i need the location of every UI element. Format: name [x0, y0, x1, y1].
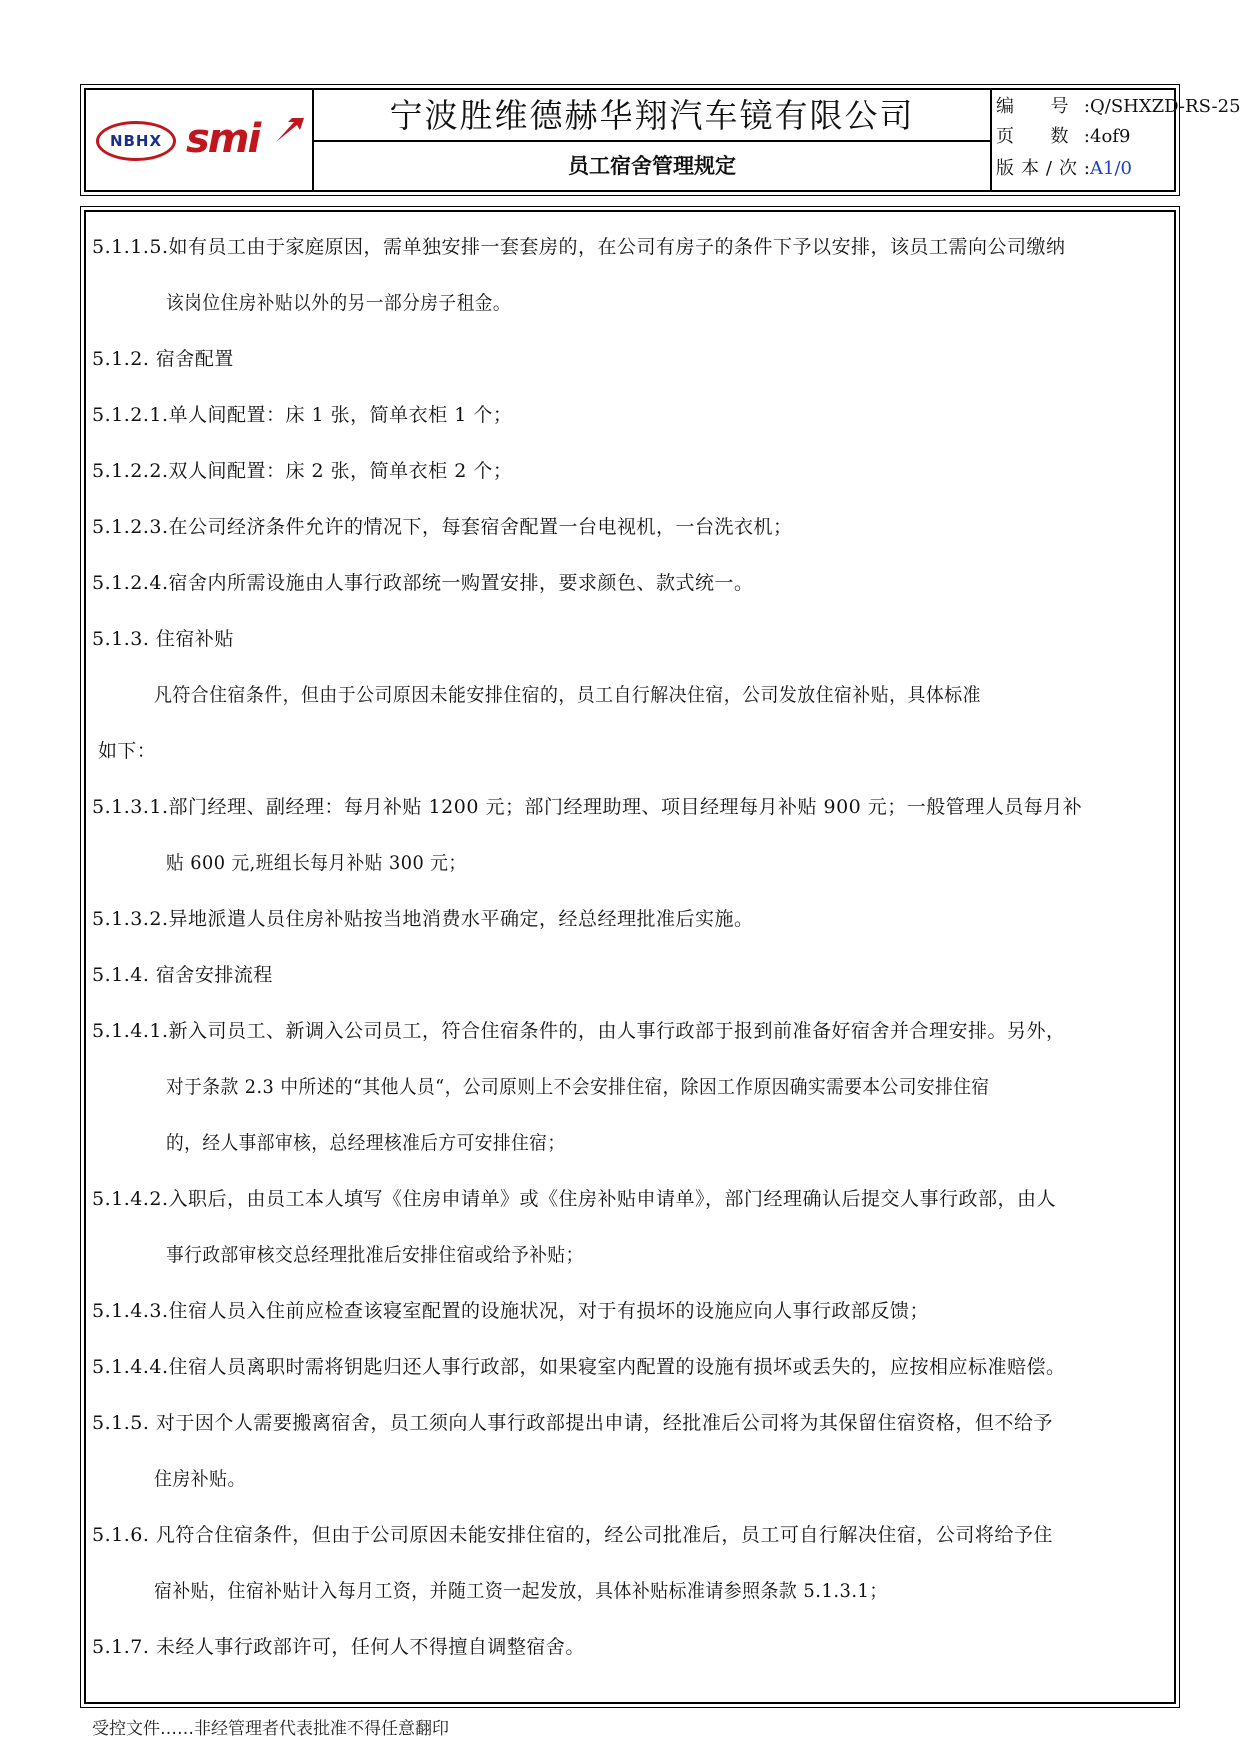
document-title: 员工宿舍管理规定: [568, 154, 736, 178]
meta-label: 编 号:: [996, 96, 1090, 117]
clause-5-1-5: 5.1.5. 对于因个人需要搬离宿舍，员工须向人事行政部提出申请，经批准后公司将为其保留住宿资格，但不给予: [92, 1412, 1053, 1434]
clause-5-1-4-3: 5.1.4.3.住宿人员入住前应检查该寝室配置的设施状况，对于有损坏的设施应向人事行政部反馈；: [92, 1300, 930, 1322]
clause-5-1-4-4: 5.1.4.4.住宿人员离职时需将钥匙归还人事行政部，如果寝室内配置的设施有损坏或丢失的，应按相应标准赔偿。: [92, 1356, 1066, 1378]
clause-5-1-4-2: 5.1.4.2.入职后，由员工本人填写《住房申请单》或《住房补贴申请单》，部门经理确认后提交人事行政部，由人: [92, 1188, 1057, 1210]
clause-continuation: 如下：: [98, 740, 157, 762]
nbhx-logo: NBHX: [96, 121, 176, 161]
clause-continuation: 事行政部审核交总经理批准后安排住宿或给予补贴；: [166, 1244, 584, 1266]
clause-continuation: 对于条款 2.3 中所述的“其他人员“，公司原则上不会安排住宿，除因工作原因确实需要本公司安排住宿: [166, 1076, 990, 1098]
clause-continuation: 宿补贴，住宿补贴计入每月工资，并随工资一起发放，具体补贴标准请参照条款 5.1.3.1；: [154, 1580, 888, 1602]
meta-value: A1/0: [1090, 158, 1132, 179]
clause-5-1-2-3: 5.1.2.3.在公司经济条件允许的情况下，每套宿舍配置一台电视机，一台洗衣机；: [92, 516, 793, 538]
clause-continuation: 该岗位住房补贴以外的另一部分房子租金。: [166, 292, 512, 314]
company-name: 宁波胜维德赫华翔汽车镜有限公司: [314, 90, 990, 142]
section-heading: 5.1.4. 宿舍安排流程: [92, 964, 273, 986]
meta-page-count: [996, 122, 1176, 152]
smi-swoosh-icon: [272, 116, 306, 146]
clause-5-1-3-1: 5.1.3.1.部门经理、副经理：每月补贴 1200 元；部门经理助理、项目经理每月补贴 900 元；一般管理人员每月补: [92, 796, 1083, 818]
logo-cell: [86, 90, 314, 190]
clause-5-1-3-2: 5.1.3.2.异地派遣人员住房补贴按当地消费水平确定，经总经理批准后实施。: [92, 908, 754, 930]
meta-doc-number: [996, 92, 1241, 122]
clause-5-1-2-4: 5.1.2.4.宿舍内所需设施由人事行政部统一购置安排，要求颜色、款式统一。: [92, 572, 754, 594]
meta-value: 4of9: [1090, 126, 1131, 147]
clause-intro: 凡符合住宿条件，但由于公司原因未能安排住宿的，员工自行解决住宿，公司发放住宿补贴，具体标准: [154, 684, 982, 706]
document-meta: [992, 90, 1241, 190]
title-cell: [314, 90, 992, 190]
section-heading: 5.1.3. 住宿补贴: [92, 628, 234, 650]
clause-5-1-2-1: 5.1.2.1.单人间配置：床 1 张，简单衣柜 1 个；: [92, 404, 513, 426]
clause-5-1-2-2: 5.1.2.2.双人间配置：床 2 张，简单衣柜 2 个；: [92, 460, 513, 482]
clause-5-1-4-1: 5.1.4.1.新入司员工、新调入公司员工，符合住宿条件的，由人事行政部于报到前准备好宿舍并合理安排。另外，: [92, 1020, 1066, 1042]
document-body: [84, 210, 1176, 1704]
clause-5-1-6: 5.1.6. 凡符合住宿条件，但由于公司原因未能安排住宿的，经公司批准后，员工可自行解决住宿，公司将给予住: [92, 1524, 1053, 1546]
document-header: [84, 88, 1241, 192]
meta-label: 页 数:: [996, 126, 1090, 147]
meta-value: Q/SHXZD-RS-25: [1090, 96, 1241, 117]
clause-5-1-1-5: 5.1.1.5.如有员工由于家庭原因，需单独安排一套套房的，在公司有房子的条件下予以安排，该员工需向公司缴纳: [92, 236, 1066, 258]
clause-continuation: 贴 600 元,班组长每月补贴 300 元；: [166, 852, 467, 874]
clause-continuation: 的，经人事部审核，总经理核准后方可安排住宿；: [166, 1132, 566, 1154]
meta-label: 版本/次:: [996, 158, 1090, 179]
section-heading: 5.1.2. 宿舍配置: [92, 348, 234, 370]
smi-logo: smi: [186, 116, 260, 162]
clause-continuation: 住房补贴。: [154, 1468, 246, 1490]
meta-version: [996, 154, 1176, 184]
clause-5-1-7: 5.1.7. 未经人事行政部许可，任何人不得擅自调整宿舍。: [92, 1636, 585, 1658]
controlled-document-notice: 受控文件……非经管理者代表批准不得任意翻印: [92, 1719, 449, 1739]
